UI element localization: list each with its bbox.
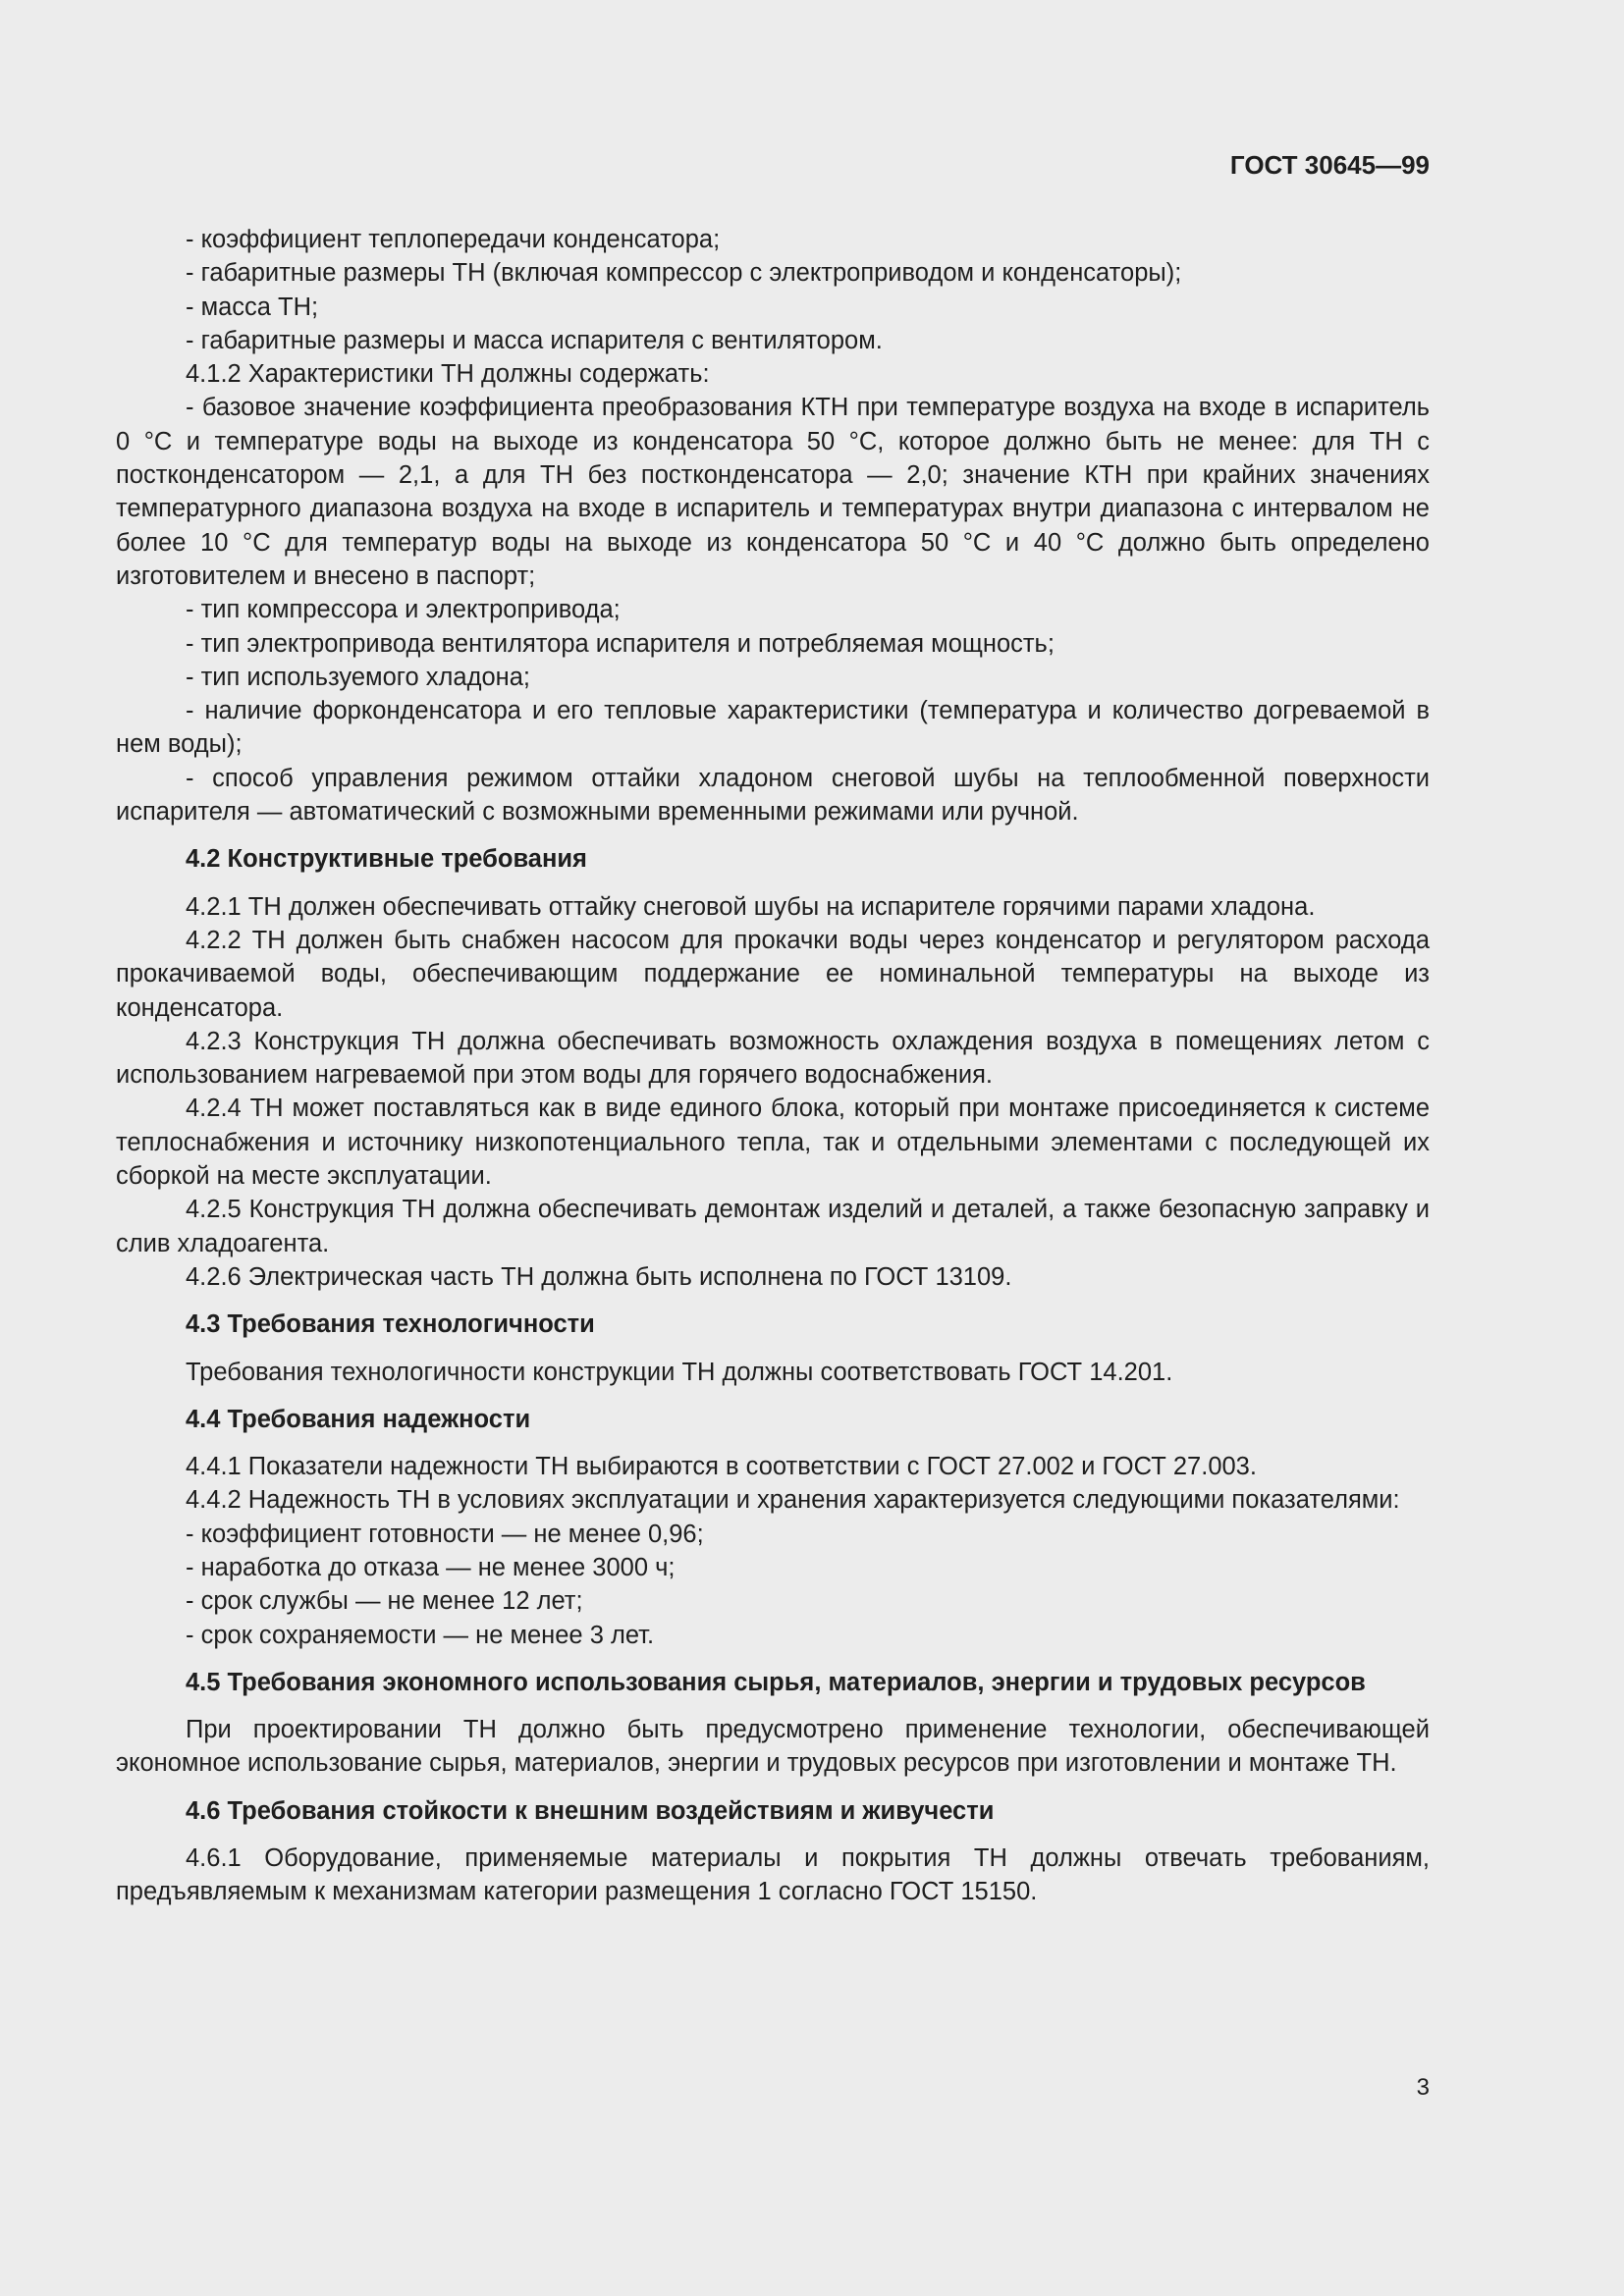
paragraph-4-2-1: 4.2.1 ТН должен обеспечивать оттайку снеговой шубы на испарителе горячими парами хладона. (186, 892, 1316, 921)
paragraph-4-4-2: 4.4.2 Надежность ТН в условиях эксплуатации и хранения характеризуется следующими показателями: (186, 1486, 1400, 1515)
list-item: - коэффициент теплопередачи конденсатора; (186, 226, 721, 253)
list-item: - габаритные размеры и масса испарителя с вентилятором. (186, 326, 883, 354)
list-item: - тип используемого хладона; (186, 663, 530, 691)
list-item: - тип электропривода вентилятора испарителя и потребляемая мощность; (186, 629, 1055, 658)
section-heading-4-3: 4.3 Требования технологичности (186, 1310, 595, 1339)
standard-designation: ГОСТ 30645—99 (1229, 150, 1430, 180)
list-item: - базовое значение коэффициента преобразования КТН при температуре воздуха на входе в испаритель 0 °С и температуре воды на выходе из конденсатора 50 °С, которое должно быть не менее: для ТН с постконденсатором — 2,1, а для ТН без постконденсатора — 2,0; значение КТН при крайних значениях температурного диапазона воздуха на входе в испаритель и температурах внутри диапазона с интервалом не более 10 °С для температур воды на выходе из конденсатора 50 °С и 40 °С должно быть определено изготовителем и внесено в паспорт; (116, 394, 1430, 590)
section-heading-4-5: 4.5 Требования экономного использования сырья, материалов, энергии и трудовых ресурсов (186, 1668, 1366, 1696)
list-item: - габаритные размеры ТН (включая компрессор с электроприводом и конденсаторы); (186, 259, 1182, 288)
paragraph-4-2-3: 4.2.3 Конструкция ТН должна обеспечивать возможность охлаждения воздуха в помещениях летом с использованием нагреваемой при этом воды для горячего водоснабжения. (116, 1027, 1430, 1090)
list-item: - наработка до отказа — не менее 3000 ч; (186, 1553, 676, 1581)
paragraph-4-2-5: 4.2.5 Конструкция ТН должна обеспечивать демонтаж изделий и деталей, а также безопасную заправку и слив хладоагента. (116, 1196, 1430, 1257)
paragraph-4-1-2: 4.1.2 Характеристики ТН должны содержать: (186, 360, 710, 389)
list-item: - тип компрессора и электропривода; (186, 596, 621, 624)
list-item: - коэффициент готовности — не менее 0,96; (186, 1520, 704, 1548)
paragraph-4-4-1: 4.4.1 Показатели надежности ТН выбираются в соответствии с ГОСТ 27.002 и ГОСТ 27.003. (186, 1453, 1257, 1481)
section-heading-4-2: 4.2 Конструктивные требования (186, 845, 587, 874)
section-heading-4-4: 4.4 Требования надежности (186, 1405, 531, 1433)
paragraph-4-2-2: 4.2.2 ТН должен быть снабжен насосом для прокачки воды через конденсатор и регулятором расхода прокачиваемой воды, обеспечивающим поддержание ее номинальной температуры на выходе из конденсатора. (116, 926, 1430, 1022)
list-item: - наличие форконденсатора и его тепловые характеристики (температура и количество догреваемой в нем воды); (116, 697, 1430, 759)
paragraph-4-6-1: 4.6.1 Оборудование, применяемые материалы и покрытия ТН должны отвечать требованиям, предъявляемым к механизмам категории размещения 1 согласно ГОСТ 15150. (116, 1844, 1430, 1906)
section-heading-4-6: 4.6 Требования стойкости к внешним воздействиям и живучести (186, 1796, 995, 1825)
document-body (116, 223, 1430, 1909)
list-item: - срок службы — не менее 12 лет; (186, 1587, 583, 1616)
page-number: 3 (1416, 2074, 1430, 2101)
paragraph-4-2-6: 4.2.6 Электрическая часть ТН должна быть исполнена по ГОСТ 13109. (186, 1262, 1012, 1291)
paragraph-4-2-4: 4.2.4 ТН может поставляться как в виде единого блока, который при монтаже присоединяется к системе теплоснабжения и источнику низкопотенциального тепла, так и отдельными элементами с последующей их сборкой на месте эксплуатации. (116, 1095, 1430, 1191)
list-item: - способ управления режимом оттайки хладоном снеговой шубы на теплообменной поверхности испарителя — автоматический с возможными временными режимами или ручной. (116, 764, 1430, 827)
list-item: - масса ТН; (186, 293, 319, 321)
paragraph-4-3: Требования технологичности конструкции ТН должны соответствовать ГОСТ 14.201. (186, 1358, 1173, 1386)
paragraph-4-5: При проектировании ТН должно быть предусмотрено применение технологии, обеспечивающей экономное использование сырья, материалов, энергии и трудовых ресурсов при изготовлении и монтаже ТН. (116, 1716, 1430, 1778)
list-item: - срок сохраняемости — не менее 3 лет. (186, 1621, 655, 1649)
